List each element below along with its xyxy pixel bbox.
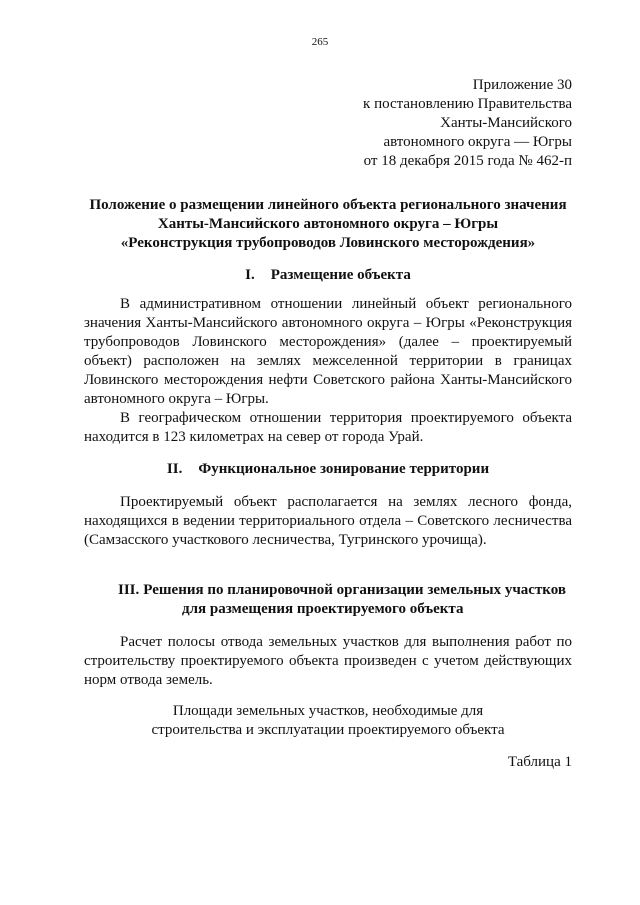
appendix-line-5: от 18 декабря 2015 года № 462-п [363, 153, 572, 169]
appendix-line-3: Ханты-Мансийского [440, 115, 572, 131]
title-line-2: Ханты-Мансийского автономного округа – Югры [157, 216, 499, 232]
section-1-body [84, 295, 572, 447]
appendix-line-1: Приложение 30 [472, 77, 572, 93]
section-3-number: III. [118, 582, 140, 598]
document-title [84, 196, 572, 253]
table-caption [84, 702, 572, 740]
section-1-paragraph-2: В географическом отношении территория проектируемого объекта находится в 123 километрах на север от города Урай. [84, 410, 572, 445]
section-2-heading [84, 460, 572, 479]
section-1-paragraph-1: В административном отношении линейный объект регионального значения Ханты-Мансийского автономного округа – Югры «Реконструкция трубопроводов Ловинского месторождения» (далее – проектируемый объект) расположен на землях межселенной территории в границах Ловинского месторождения нефти Советского района Ханты-Мансийского автономного округа – Югры. [84, 296, 572, 407]
section-2-body [84, 493, 572, 550]
page-number: 265 [311, 36, 329, 48]
section-3-heading [84, 581, 578, 619]
section-3-title-line-1: Решения по планировочной организации земельных участков [143, 582, 566, 598]
caption-line-1: Площади земельных участков, необходимые для [172, 703, 484, 719]
caption-line-2: строительства и эксплуатации проектируемого объекта [151, 722, 505, 738]
appendix-line-2: к постановлению Правительства [363, 96, 572, 112]
section-3-paragraph-1: Расчет полосы отвода земельных участков для выполнения работ по строительству проектируемого объекта произведен с учетом действующих норм отвода земель. [84, 634, 572, 688]
table-label: Таблица 1 [507, 754, 572, 770]
section-2-paragraph-1: Проектируемый объект располагается на землях лесного фонда, находящихся в ведении территориального отдела – Советского лесничества (Самзасского участкового лесничества, Тугринского урочища). [84, 494, 572, 548]
section-2-number: II. [166, 461, 183, 477]
section-1-number: I. [245, 267, 255, 283]
section-3-title-line-2: для размещения проектируемого объекта [182, 601, 464, 617]
appendix-line-4: автономного округа — Югры [383, 134, 572, 150]
section-1-heading [84, 266, 572, 285]
title-line-3: «Реконструкция трубопроводов Ловинского месторождения» [120, 235, 536, 251]
section-3-body [84, 633, 572, 690]
section-1-title: Размещение объекта [270, 267, 411, 283]
title-line-1: Положение о размещении линейного объекта регионального значения [89, 197, 567, 213]
appendix-block [363, 76, 572, 171]
section-2-title: Функциональное зонирование территории [198, 461, 490, 477]
